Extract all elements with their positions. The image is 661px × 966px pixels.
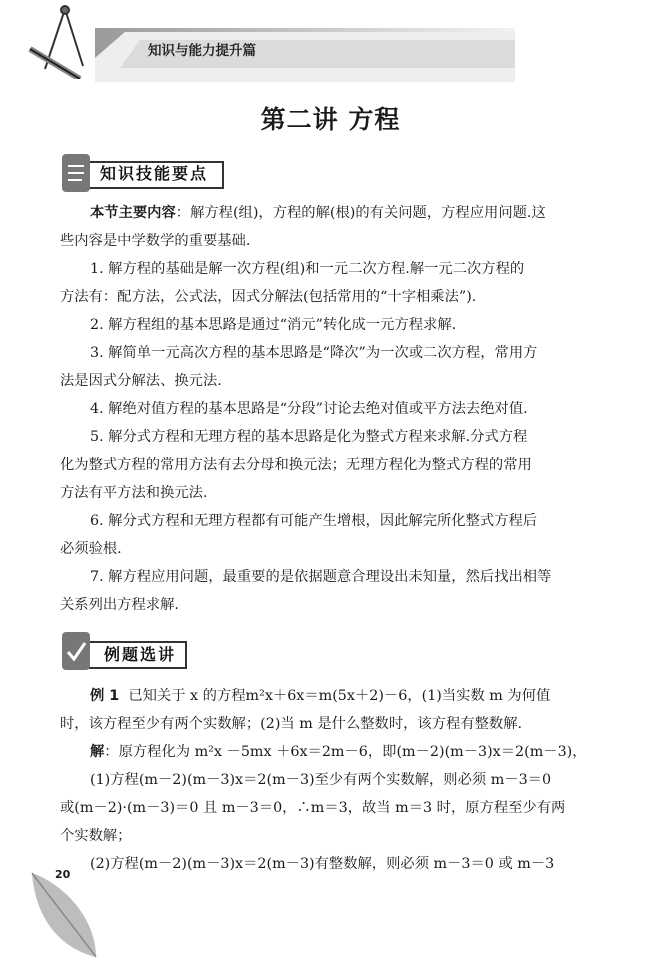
compass-ruler-icon: [25, 4, 95, 79]
point-line: 1. 解方程的基础是解一次方程(组)和一元二次方程.解一元二次方程的: [90, 261, 525, 277]
example-line: 已知关于 x 的方程m²x＋6x＝m(5x＋2)－6，(1)当实数 m 为何值: [128, 688, 551, 704]
point-line: 3. 解简单一元高次方程的基本思路是“降次”为一次或二次方程，常用方: [90, 345, 538, 361]
solution-line: (2)方程(m－2)(m－3)x＝2(m－3)有整数解，则必须 m－3＝0 或 m－3: [90, 856, 555, 872]
section-knowledge-label: 知识技能要点: [100, 164, 209, 183]
point-line: 必须验根.: [60, 541, 122, 557]
point-line: 7. 解方程应用问题，最重要的是依据题意合理设出未知量，然后找出相等: [90, 569, 552, 585]
point-line: 6. 解分式方程和无理方程都有可能产生增根，因此解完所化整式方程后: [90, 513, 538, 529]
solution-label: 解: [90, 744, 105, 760]
page-number: 20: [55, 868, 71, 881]
example-label: 例 1: [90, 688, 120, 704]
point-line: 方法有：配方法，公式法，因式分解法(包括常用的“十字相乘法”).: [60, 289, 477, 305]
solution-line: 个实数解；: [60, 828, 132, 844]
solution-line: (1)方程(m－2)(m－3)x＝2(m－3)至少有两个实数解，则必须 m－3＝0: [90, 772, 552, 788]
example-line: 时，该方程至少有两个实数解；(2)当 m 是什么整数时，该方程有整数解.: [60, 716, 523, 732]
intro-lead: 本节主要内容: [90, 205, 176, 221]
point-line: 关系列出方程求解.: [60, 597, 179, 613]
point-line: 4. 解绝对值方程的基本思路是“分段”讨论去绝对值或平方法去绝对值.: [90, 401, 528, 417]
intro-line: 些内容是中学数学的重要基础.: [60, 233, 251, 249]
point-line: 法是因式分解法、换元法.: [60, 373, 222, 389]
header-section-name: 知识与能力提升篇: [148, 43, 256, 59]
intro-line: ：解方程(组)，方程的解(根)的有关问题，方程应用问题.这: [175, 205, 546, 221]
solution-line: ：原方程化为 m²x －5mx ＋6x＝2m－6，即(m－2)(m－3)x＝2(m－3)，: [104, 744, 587, 760]
point-line: 化为整式方程的常用方法有去分母和换元法；无理方程化为整式方程的常用: [60, 457, 532, 473]
section-examples-label: 例题选讲: [104, 645, 177, 664]
page-title: 第二讲 方程: [260, 105, 401, 134]
solution-line: 或(m－2)·(m－3)＝0 且 m－3＝0，∴m＝3，故当 m＝3 时，原方程至少有两: [60, 800, 566, 816]
point-line: 2. 解方程组的基本思路是通过“消元”转化成一元方程求解.: [90, 317, 457, 333]
knowledge-points: [60, 255, 600, 619]
point-line: 方法有平方法和换元法.: [60, 485, 208, 501]
point-line: 5. 解分式方程和无理方程的基本思路是化为整式方程来求解.分式方程: [90, 429, 528, 445]
